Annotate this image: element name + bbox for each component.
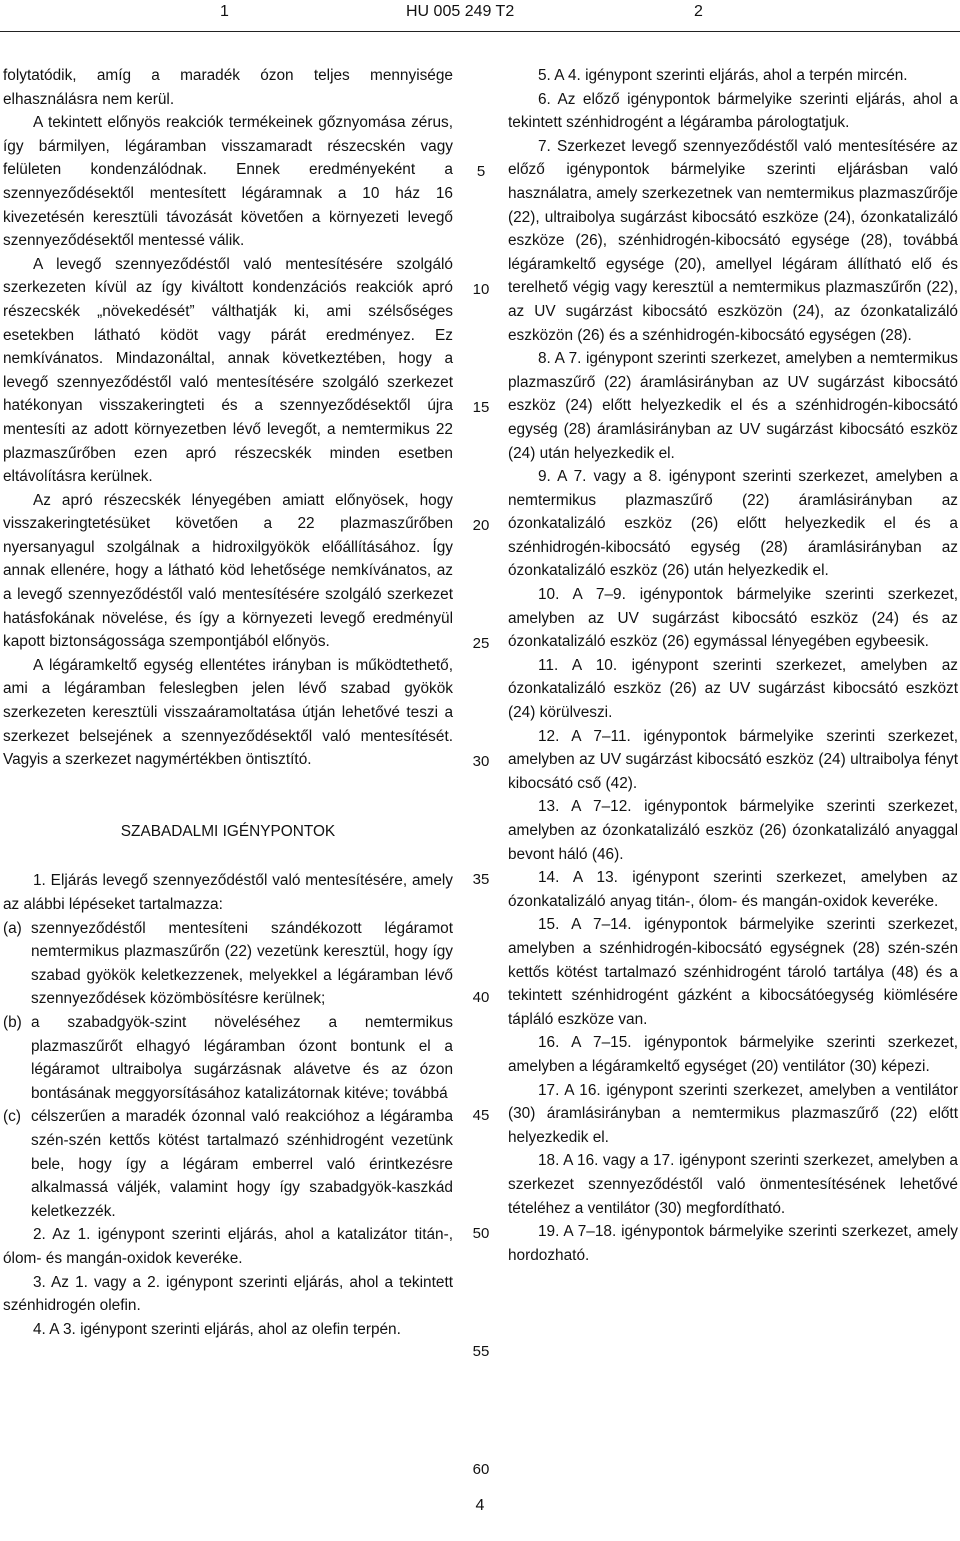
claim: 8. A 7. igénypont szerinti szerkezet, amelyben a nemtermikus plazmaszűrő (22) áramlásirányban az UV sugárzást kibocsátó eszköz (24) előtt helyezkedik el és a szénhidrogén-kibocsátó egység (28) áramlásirányban az UV sugárzást kibocsátó eszköz (24) után helyezkedik el. xyxy=(508,350,958,462)
footer-page-number: 4 xyxy=(475,1497,485,1514)
claim: 3. Az 1. vagy a 2. igénypont szerinti eljárás, ahol a tekintett szénhidrogén olefin. xyxy=(3,1273,453,1315)
left-column xyxy=(3,64,453,1341)
line-number: 35 xyxy=(472,871,490,888)
claim-1-intro: 1. Eljárás levegő szennyeződéstől való mentesítésére, amely az alábbi lépéseket tartalmazza: xyxy=(3,872,453,913)
header-patent-number: HU 005 249 T2 xyxy=(406,3,515,20)
claim: 11. A 10. igénypont szerinti szerkezet, amelyben az ózonkatalizáló eszköz (26) az UV sugárzást kibocsátó eszközt (24) körülveszi. xyxy=(508,656,958,722)
paragraph: A tekintett előnyös reakciók termékeinek gőznyomása zérus, így bármilyen, légáramban visszamaradt részecskén vagy felületen kondenzálódnak. Ennek eredményeként a szennyeződésektől mentesített légáramnak a 10 ház 16 kivezetésén keresztüli távozását követően a környezeti levegő szennyeződésektől mentessé válik. xyxy=(3,114,453,250)
claim-step-text: szennyeződéstől mentesíteni szándékozott légáramot nemtermikus plazmaszűrőn (22) vezetünk keresztül, hogy így szabad gyökök keletkezzenek, melyekkel a légáramban lévő szennyeződések közömbösítésre kerülnek; xyxy=(31,919,453,1008)
header-left-page-number: 1 xyxy=(220,3,229,20)
claim-step xyxy=(3,917,453,1011)
claim: 19. A 7–18. igénypontok bármelyike szerinti szerkezet, amely hordozható. xyxy=(508,1223,958,1264)
claim: 13. A 7–12. igénypontok bármelyike szerinti szerkezet, amelyben az ózonkatalizáló eszköz (26) ózonkatalizáló anyaggal bevont háló (46). xyxy=(508,798,958,863)
claim: 17. A 16. igénypont szerinti szerkezet, amelyben a ventilátor (30) áramlásirányban a nemtermikus plazmaszűrő (22) előtt helyezkedik el. xyxy=(508,1081,958,1146)
line-number: 10 xyxy=(472,281,490,298)
claim-step-label: (c) xyxy=(3,1108,21,1126)
claim: 6. Az előző igénypontok bármelyike szerinti eljárás, ahol a tekintett szénhidrogént a légáramba párologtatjuk. xyxy=(508,90,958,132)
claim: 18. A 16. vagy a 17. igénypont szerinti szerkezet, amelyben a szerkezet szennyeződéstől való önmentesítésének lehetővé tételéhez a ventilátor (30) megfordítható. xyxy=(508,1152,958,1217)
line-number: 45 xyxy=(472,1107,490,1124)
line-number: 55 xyxy=(472,1343,490,1360)
claim: 16. A 7–15. igénypontok bármelyike szerinti szerkezet, amelyben a légáramkeltő egységet (20) ventilátor (30) képezi. xyxy=(508,1034,958,1075)
claim-step-text: a szabadgyök-szint növeléséhez a nemtermikus plazmaszűrőt elhagyó légáramban ózont bontunk el a légáramot ultraibolya sugárzásnak alávetve és az ózon bontásának meggyorsításához katalizátornak kitéve; továbbá xyxy=(31,1013,453,1102)
claim: 4. A 3. igénypont szerinti eljárás, ahol az olefin terpén. xyxy=(33,1320,401,1338)
paragraph: Az apró részecskék lényegében amiatt előnyösek, hogy visszakeringtetésüket követően a 22 plazmaszűrőben nyersanyagul szolgálnak a hidroxilgyökök előállításához. Így annak ellenére, hogy a látható köd lehetősége nemkívánatos, az a levegő szennyeződéstől való mentesítésére szolgáló szerkezet hatásfokának növelése, és így a környezeti levegő eredményül kapott biztonságossága szempontjából előnyös. xyxy=(3,491,453,651)
line-number: 20 xyxy=(472,517,490,534)
line-number: 25 xyxy=(472,635,490,652)
line-number: 15 xyxy=(472,399,490,416)
paragraph: A levegő szennyeződéstől való mentesítésére szolgáló szerkezeten kívül az így kiváltott kondenzációs reakciók apró részecskék „növekedését” válthatják ki, ami szélsőséges esetekben látható ködöt vagy párát eredményez. Ez nemkívánatos. Mindazonáltal, annak következtében, hogy a levegő szennyeződéstől való mentesítésére szolgáló szerkezet hatékonyan visszakeringteti és a szennyeződésektől újra mentesíti az adott környezetben lévő levegőt, a nemtermikus 22 plazmaszűrőben ezen apró részecskék minden esetben eltávolításra kerülnek. xyxy=(3,255,453,486)
line-number: 30 xyxy=(472,753,490,770)
header-divider xyxy=(0,31,960,32)
paragraph: A légáramkeltő egység ellentétes irányban is működtethető, ami a légáramban feleslegben jelen lévő szabad gyökök szerkezeten keresztüli visszaáramoltatása útján lehetővé teszi a szerkezet belsejének a szennyeződésektől való mentesítését. Vagyis a szerkezet nagymértékben öntisztító. xyxy=(3,656,453,769)
claim: 14. A 13. igénypont szerinti szerkezet, amelyben az ózonkatalizáló anyag titán-, ólom- és mangán-oxidok keveréke. xyxy=(508,869,958,910)
claim-step xyxy=(3,1105,453,1223)
claims-heading: SZABADALMI IGÉNYPONTOK xyxy=(120,822,336,840)
claim: 12. A 7–11. igénypontok bármelyike szerinti szerkezet, amelyben az UV sugárzást kibocsátó eszköz (24) ultraibolya fényt kibocsátó cső (42). xyxy=(508,727,958,792)
claim: 5. A 4. igénypont szerinti eljárás, ahol a terpén mircén. xyxy=(538,67,908,84)
claim-step xyxy=(3,1011,453,1105)
claim-step-label: (b) xyxy=(3,1013,22,1031)
claim: 15. A 7–14. igénypontok bármelyike szerinti szerkezet, amelyben a szénhidrogén-kibocsátó egységnek (28) szén-szén kettős kötést tartalmazó szénhidrogént tároló tartálya (48) és a tekintett szénhidrogént gázként a kibocsátóegység kiömlésére tápláló eszköze van. xyxy=(508,916,958,1028)
claim: 9. A 7. vagy a 8. igénypont szerinti szerkezet, amelyben a nemtermikus plazmaszűrő (22) áramlásirányban az ózonkatalizáló eszköz (26) előtt helyezkedik el és a szénhidrogén-kibocsátó egység (28) áramlásirányban az ózonkatalizáló eszköz (26) után helyezkedik el. xyxy=(508,468,958,580)
line-number: 5 xyxy=(476,163,486,180)
header-right-page-number: 2 xyxy=(694,3,703,20)
right-column xyxy=(508,64,958,1267)
line-number: 60 xyxy=(472,1461,490,1478)
line-number: 40 xyxy=(472,989,490,1006)
claim-step-label: (a) xyxy=(3,919,22,937)
claim: 2. Az 1. igénypont szerinti eljárás, ahol a katalizátor titán-, ólom- és mangán-oxidok keveréke. xyxy=(3,1226,453,1267)
paragraph: folytatódik, amíg a maradék ózon teljes mennyisége elhasználásra nem kerül. xyxy=(3,67,453,108)
claim: 10. A 7–9. igénypontok bármelyike szerinti szerkezet, amelyben az UV sugárzást kibocsátó eszköz (24) és az ózonkatalizáló eszköz (26) egymással lényegében egybeesik. xyxy=(508,586,958,651)
claim: 7. Szerkezet levegő szennyeződéstől való mentesítésére az előző igénypontok bármelyike szerinti eljárásban való használatra, amely szerkezetnek van nemtermikus plazmaszűrője (22), ultraibolya sugárzást kibocsátó eszköze (24), ózonkatalizáló eszköze (26), szénhidrogén-kibocsátó egysége (28), továbbá légáramkeltő egysége (20), amellyel légáram állítható elő és terelhető végig vagy keresztül a nemtermikus plazmaszűrőn (22), az UV sugárzást kibocsátó eszközön (24), az ózonkatalizáló eszközön (26) és a szénhidrogén-kibocsátó egységen (28). xyxy=(508,137,958,344)
line-number: 50 xyxy=(472,1225,490,1242)
claim-step-text: célszerűen a maradék ózonnal való reakcióhoz a légáramba szén-szén kettős kötést tartalmazó szénhidrogént vezetünk bele, hogy így a légáram emberrel való érintkezésre alkalmassá váljék, valamint hogy így szabadgyök-kaszkád keletkezzék. xyxy=(31,1108,453,1220)
